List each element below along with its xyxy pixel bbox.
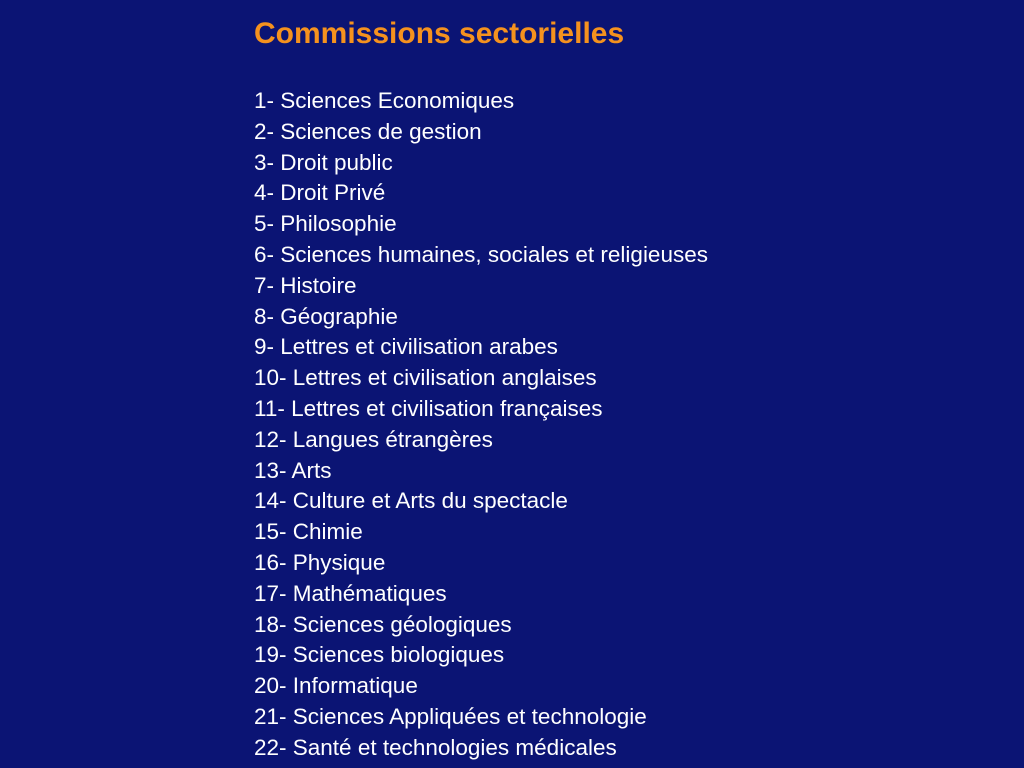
list-item: 19- Sciences biologiques bbox=[254, 642, 505, 668]
list-item: 12- Langues étrangères bbox=[254, 426, 493, 452]
commission-list bbox=[254, 86, 708, 764]
list-item: 18- Sciences géologiques bbox=[254, 611, 512, 637]
list-item: 16- Physique bbox=[254, 549, 386, 575]
list-item: 11- Lettres et civilisation françaises bbox=[254, 395, 603, 421]
list-item: 20- Informatique bbox=[254, 673, 418, 699]
list-item: 6- Sciences humaines, sociales et religieuses bbox=[254, 241, 708, 267]
list-item: 3- Droit public bbox=[254, 149, 393, 175]
list-item: 4- Droit Privé bbox=[254, 180, 386, 206]
list-item: 14- Culture et Arts du spectacle bbox=[254, 488, 568, 514]
list-item: 5- Philosophie bbox=[254, 211, 397, 237]
list-item: 10- Lettres et civilisation anglaises bbox=[254, 365, 597, 391]
list-item: 2- Sciences de gestion bbox=[254, 118, 482, 144]
list-item: 22- Santé et technologies médicales bbox=[254, 734, 617, 760]
list-item: 1- Sciences Economiques bbox=[254, 88, 515, 113]
list-item: 21- Sciences Appliquées et technologie bbox=[254, 703, 647, 729]
list-item: 7- Histoire bbox=[254, 272, 357, 298]
list-item: 9- Lettres et civilisation arabes bbox=[254, 334, 558, 360]
list-item: 13- Arts bbox=[254, 457, 332, 483]
list-item: 15- Chimie bbox=[254, 519, 363, 545]
slide-title: Commissions sectorielles bbox=[254, 17, 625, 50]
list-item: 17- Mathématiques bbox=[254, 580, 447, 606]
list-item: 8- Géographie bbox=[254, 303, 398, 329]
